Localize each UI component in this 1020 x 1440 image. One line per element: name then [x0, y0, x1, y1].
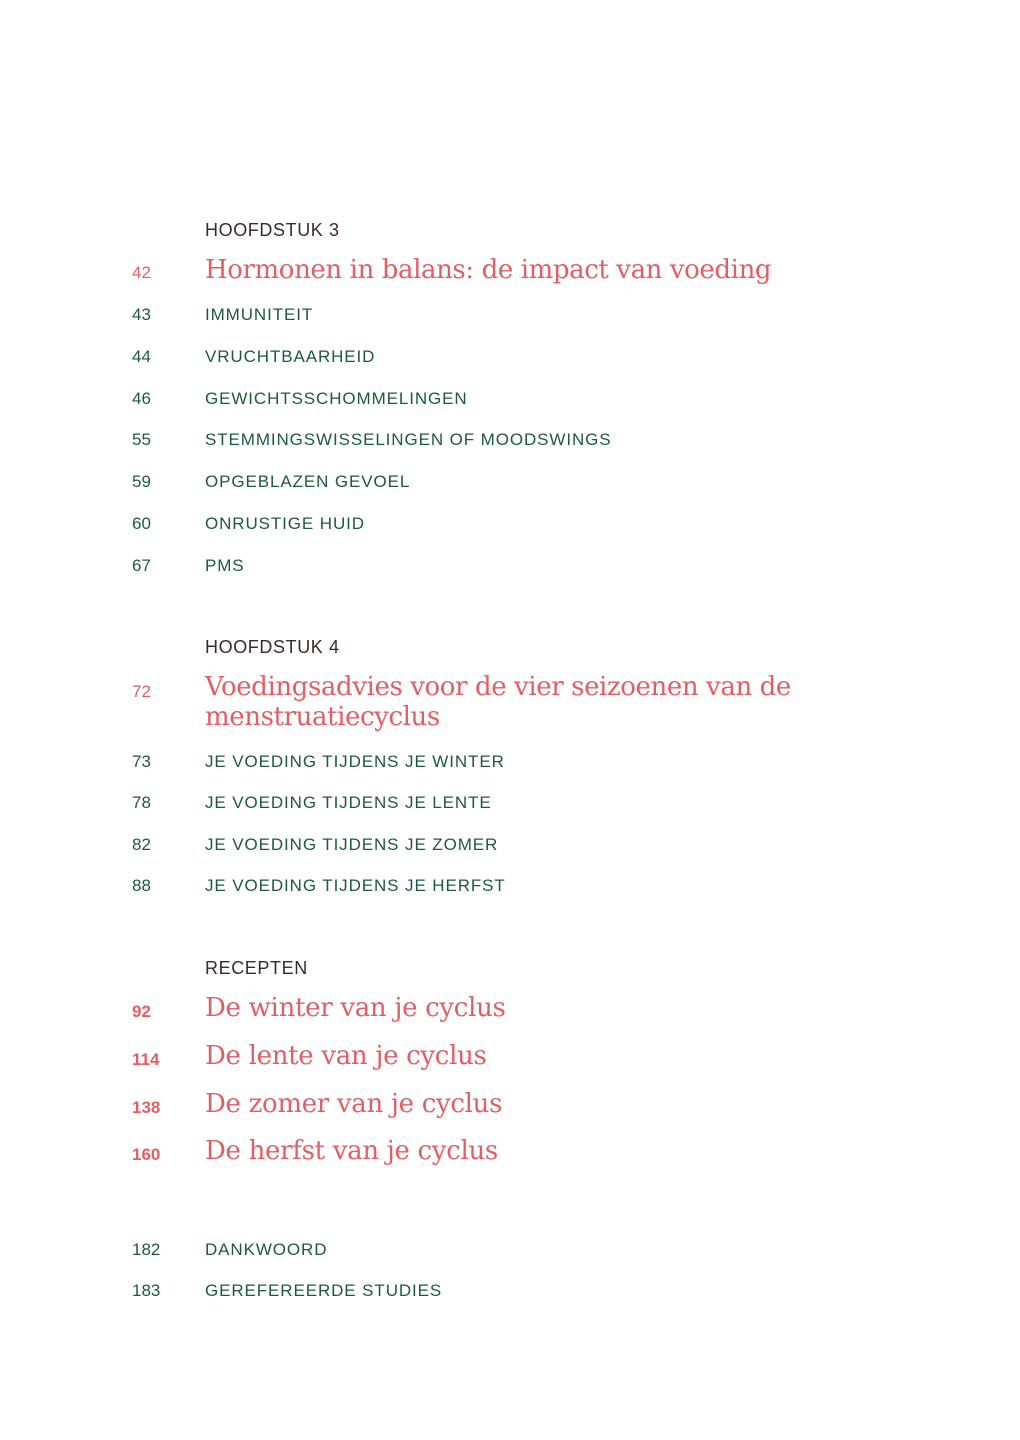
- page-number: 88: [132, 876, 151, 895]
- entry-title[interactable]: JE VOEDING TIJDENS JE HERFST: [205, 876, 506, 895]
- page-number: 42: [132, 263, 151, 282]
- entry-title[interactable]: GEREFEREERDE STUDIES: [205, 1281, 443, 1300]
- page-number: 72: [132, 682, 151, 701]
- chapter-heading: HOOFDSTUK 3: [205, 220, 340, 240]
- page-number: 67: [132, 556, 151, 575]
- chapter-title[interactable]: Hormonen in balans: de impact van voeding: [205, 255, 772, 285]
- page-number: 138: [132, 1098, 161, 1117]
- entry-title[interactable]: JE VOEDING TIJDENS JE WINTER: [205, 752, 505, 771]
- entry-title[interactable]: OPGEBLAZEN GEVOEL: [205, 472, 411, 491]
- page-number: 60: [132, 514, 151, 533]
- page-number: 82: [132, 835, 151, 854]
- entry-title[interactable]: DANKWOORD: [205, 1240, 328, 1259]
- page-number: 73: [132, 752, 151, 771]
- page-number: 160: [132, 1145, 161, 1164]
- page-number: 55: [132, 430, 151, 449]
- entry-title[interactable]: PMS: [205, 556, 245, 575]
- page-number: 78: [132, 793, 151, 812]
- chapter-title-line-1[interactable]: Voedingsadvies voor de vier seizoenen van de: [205, 672, 791, 702]
- entry-title[interactable]: ONRUSTIGE HUID: [205, 514, 365, 533]
- entry-title[interactable]: IMMUNITEIT: [205, 305, 314, 324]
- page-number: 43: [132, 305, 151, 324]
- page-number: 46: [132, 389, 151, 408]
- page-number: 44: [132, 347, 151, 366]
- entry-title[interactable]: STEMMINGSWISSELINGEN OF MOODSWINGS: [205, 430, 612, 449]
- page-number: 92: [132, 1002, 151, 1021]
- entry-title[interactable]: JE VOEDING TIJDENS JE ZOMER: [205, 835, 499, 854]
- page-number: 59: [132, 472, 151, 491]
- recipe-title[interactable]: De zomer van je cyclus: [205, 1089, 503, 1119]
- page-number: 182: [132, 1240, 161, 1259]
- entry-title[interactable]: GEWICHTSSCHOMMELINGEN: [205, 389, 468, 408]
- page-number: 114: [132, 1050, 160, 1069]
- chapter-heading: HOOFDSTUK 4: [205, 637, 340, 657]
- chapter-title-line-2[interactable]: menstruatiecyclus: [205, 702, 440, 732]
- entry-title[interactable]: VRUCHTBAARHEID: [205, 347, 376, 366]
- recipe-title[interactable]: De lente van je cyclus: [205, 1041, 487, 1071]
- recipe-title[interactable]: De herfst van je cyclus: [205, 1136, 498, 1166]
- entry-title[interactable]: JE VOEDING TIJDENS JE LENTE: [205, 793, 492, 812]
- page-number: 183: [132, 1281, 161, 1300]
- section-heading: RECEPTEN: [205, 958, 308, 978]
- recipe-title[interactable]: De winter van je cyclus: [205, 993, 506, 1023]
